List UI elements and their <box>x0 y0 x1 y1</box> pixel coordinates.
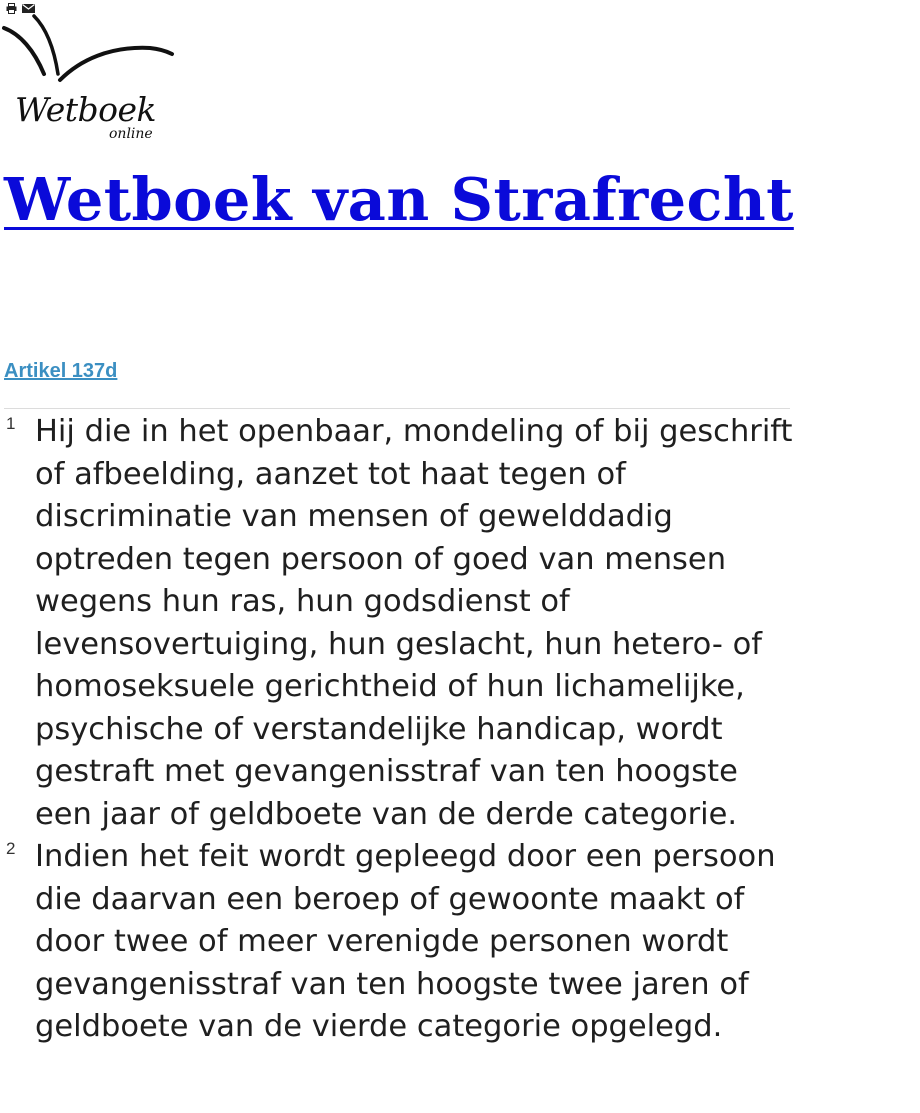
logo-subtitle: online <box>109 126 153 142</box>
mail-icon[interactable] <box>22 3 35 13</box>
logo-wordmark: Wetboek <box>15 90 157 129</box>
page-title-link[interactable]: Wetboek van Strafrecht <box>4 165 794 234</box>
article-paragraph <box>0 836 800 1049</box>
divider <box>4 408 790 409</box>
page-title <box>4 160 794 240</box>
logo-swoosh-icon <box>0 14 178 94</box>
wetboek-online-logo[interactable] <box>0 14 178 146</box>
article-body <box>0 411 800 1049</box>
paragraph-text: Indien het feit wordt gepleegd door een persoon die daarvan een beroep of gewoonte maakt of door twee of meer verenigde personen wordt gevangenisstraf van ten hoogste twee jaren of geldboete van de vierde categorie opgelegd. <box>35 839 776 1044</box>
paragraph-number: 2 <box>6 839 16 858</box>
paragraph-text: Hij die in het openbaar, mondeling of bij geschrift of afbeelding, aanzet tot haat tegen of discriminatie van mensen of gewelddadig optreden tegen persoon of goed van mensen wegens hun ras, hun godsdienst of levensovertuiging, hun geslacht, hun hetero- of homoseksuele gerichtheid of hun lichamelijke, psychische of verstandelijke handicap, wordt gestraft met gevangenisstraf van ten hoogste een jaar of geldboete van de derde categorie. <box>35 414 793 832</box>
article-link[interactable]: Artikel 137d <box>4 360 118 382</box>
print-icon[interactable] <box>6 3 17 14</box>
article-paragraph <box>0 411 800 836</box>
paragraph-number: 1 <box>6 414 16 433</box>
